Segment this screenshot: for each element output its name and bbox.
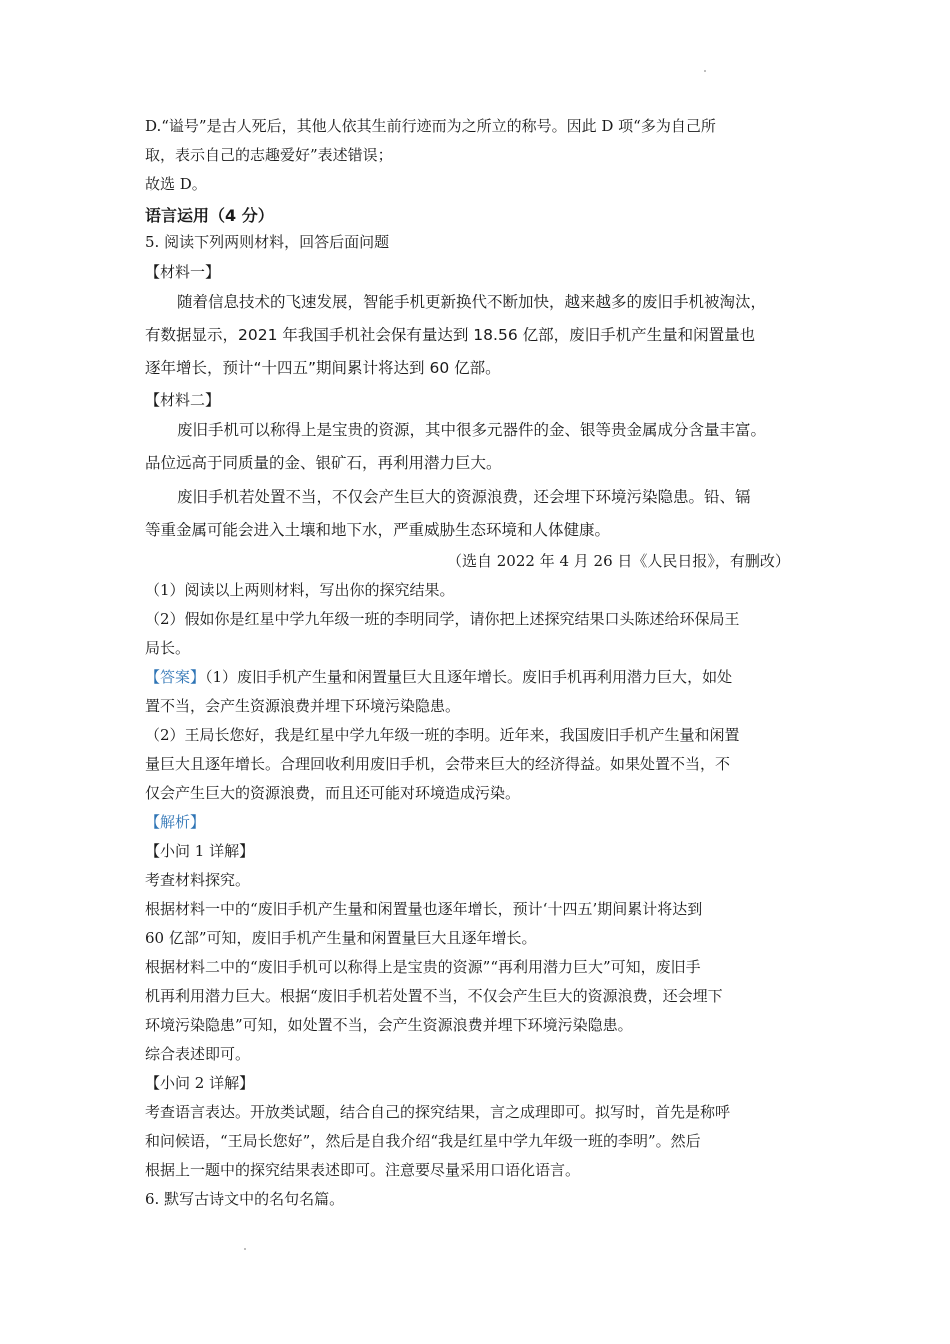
material-text: 随着信息技术的飞速发展，智能手机更新换代不断加快，越来越多的废旧手机被淘汰， bbox=[177, 293, 767, 311]
sub-question: （1）阅读以上两则材料，写出你的探究结果。 bbox=[145, 581, 455, 599]
prev-answer-line: 取，表示自己的志趣爱好”表述错误； bbox=[145, 146, 393, 164]
material-source: （选自 2022 年 4 月 26 日《人民日报》，有删改） bbox=[447, 552, 790, 570]
material-text: 逐年增长，预计“十四五”期间累计将达到 60 亿部。 bbox=[145, 359, 501, 377]
sub-heading: 【小问 2 详解】 bbox=[145, 1074, 255, 1092]
question-stem: 5. 阅读下列两则材料，回答后面问题 bbox=[145, 233, 390, 251]
material-text: 废旧手机可以称得上是宝贵的资源，其中很多元器件的金、银等贵金属成分含量丰富。 bbox=[177, 421, 767, 439]
sub-question: 局长。 bbox=[145, 639, 191, 657]
answer-line: 量巨大且逐年增长。合理回收利用废旧手机，会带来巨大的经济得益。如果处置不当，不 bbox=[145, 755, 731, 773]
analysis-line: 环境污染隐患”可知，如处置不当，会产生资源浪费并埋下环境污染隐患。 bbox=[145, 1016, 633, 1034]
top-mark bbox=[704, 70, 706, 72]
analysis-line: 考查语言表达。开放类试题，结合自己的探究结果，言之成理即可。拟写时，首先是称呼 bbox=[145, 1103, 731, 1121]
answer-line: 置不当，会产生资源浪费并埋下环境污染隐患。 bbox=[145, 697, 461, 715]
analysis-line: 综合表述即可。 bbox=[145, 1045, 251, 1063]
answer-line: 【答案】（1）废旧手机产生量和闲置量巨大且逐年增长。废旧手机再利用潜力巨大，如处 bbox=[145, 668, 733, 686]
section-title: 语言运用（4 分） bbox=[145, 206, 274, 225]
sub-question: （2）假如你是红星中学九年级一班的李明同学，请你把上述探究结果口头陈述给环保局王 bbox=[145, 610, 740, 628]
material-label: 【材料一】 bbox=[145, 263, 221, 281]
analysis-line: 考查材料探究。 bbox=[145, 871, 251, 889]
analysis-line: 根据材料二中的“废旧手机可以称得上是宝贵的资源”“再利用潜力巨大”可知，废旧手 bbox=[145, 958, 701, 976]
analysis-line: 根据上一题中的探究结果表述即可。注意要尽量采用口语化语言。 bbox=[145, 1161, 581, 1179]
sub-heading: 【小问 1 详解】 bbox=[145, 842, 255, 860]
analysis-line: 和问候语，“王局长您好”，然后是自我介绍“我是红星中学九年级一班的李明”。然后 bbox=[145, 1132, 701, 1150]
answer-line: （2）王局长您好，我是红星中学九年级一班的李明。近年来，我国废旧手机产生量和闲置 bbox=[145, 726, 740, 744]
prev-answer-line: 故选 D。 bbox=[145, 175, 207, 193]
material-text: 等重金属可能会进入土壤和地下水，严重威胁生态环境和人体健康。 bbox=[145, 521, 611, 539]
bottom-mark bbox=[244, 1248, 246, 1250]
analysis-line: 60 亿部”可知，废旧手机产生量和闲置量巨大且逐年增长。 bbox=[145, 929, 537, 947]
question-stem: 6. 默写古诗文中的名句名篇。 bbox=[145, 1190, 345, 1208]
material-text: 品位远高于同质量的金、银矿石，再利用潜力巨大。 bbox=[145, 454, 502, 472]
analysis-line: 机再利用潜力巨大。根据“废旧手机若处置不当，不仅会产生巨大的资源浪费，还会埋下 bbox=[145, 987, 723, 1005]
material-text: 有数据显示，2021 年我国手机社会保有量达到 18.56 亿部，废旧手机产生量和闲置量也 bbox=[145, 326, 756, 344]
analysis-label: 【解析】 bbox=[145, 813, 206, 831]
prev-answer-line: D.“谥号”是古人死后，其他人依其生前行迹而为之所立的称号。因此 D 项“多为自己所 bbox=[145, 117, 716, 135]
material-label: 【材料二】 bbox=[145, 391, 221, 409]
answer-line: 仅会产生巨大的资源浪费，而且还可能对环境造成污染。 bbox=[145, 784, 521, 802]
analysis-line: 根据材料一中的“废旧手机产生量和闲置量也逐年增长，预计‘十四五’期间累计将达到 bbox=[145, 900, 703, 918]
material-text: 废旧手机若处置不当，不仅会产生巨大的资源浪费，还会埋下环境污染隐患。铅、镉 bbox=[177, 488, 751, 506]
answer-label: 【答案】 bbox=[145, 668, 206, 686]
